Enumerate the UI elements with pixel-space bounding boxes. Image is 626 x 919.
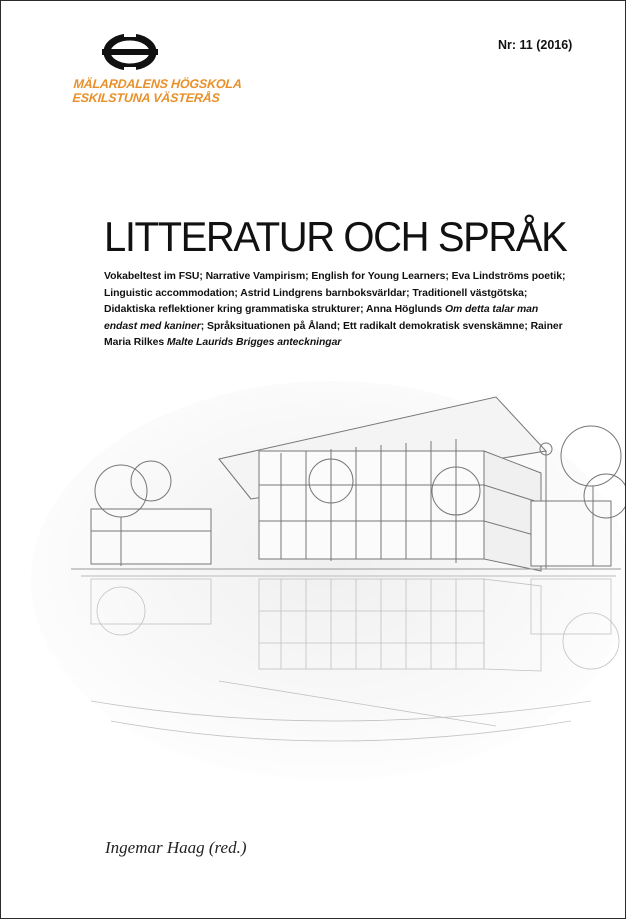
contents-segment-1: Vokabeltest im FSU; Narrative Vampirism; English for Young Learners; Eva Lindströms poetik; Linguistic accommodation; Astrid Lindgrens barnboksvärldar; Traditionell västgötska; Didaktiska reflektioner kring grammatiska strukturer; Anna Höglunds xyxy=(104,271,566,316)
journal-title: LITTERATUR OCH SPRÅK xyxy=(104,214,567,261)
contents-segment-4: Malte Laurids Brigges anteckningar xyxy=(166,337,342,349)
issue-number: Nr: 11 (2016) xyxy=(498,38,573,52)
university-logo-icon xyxy=(102,33,158,71)
university-name xyxy=(72,77,242,105)
campus-building-sketch-icon xyxy=(1,381,625,801)
university-name-line2: ESKILSTUNA VÄSTERÅS xyxy=(72,91,221,105)
editor-credit: Ingemar Haag (red.) xyxy=(105,838,247,857)
contents-segment-2: Om detta talar man endast med kaniner xyxy=(104,304,539,332)
contents-segment-3: ; Språksituationen på Åland; Ett radikalt demokratisk svenskämne; Rainer Maria Rilkes xyxy=(104,320,563,349)
university-name-line1: MÄLARDALENS HÖGSKOLA xyxy=(73,77,243,91)
contents-list xyxy=(104,269,574,352)
